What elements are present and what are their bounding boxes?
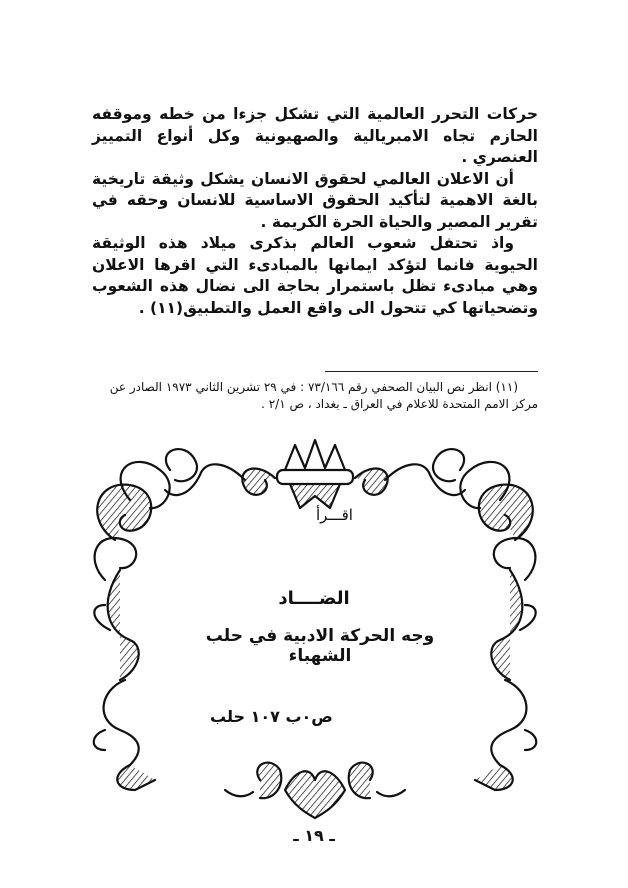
bottom-leaf-ornament bbox=[225, 763, 405, 818]
body-text bbox=[92, 104, 538, 319]
paragraph-3: واذ تحتفل شعوب العالم بذكرى ميلاد هذه الوثيقة الحيوية فانما لتؤكد ايمانها بالمبادىء التي اقرها الاعلان وهي مبادىء تظل باستمرار بحاجة الى نضال هذه الشعوب وتضحياتها كي تتحول الى واقع العمل والتطبيق(١١) . bbox=[92, 234, 538, 317]
ad-po-box-address: ص٠ب ١٠٧ حلب bbox=[210, 707, 333, 726]
ad-magazine-title: الضــــاد bbox=[278, 588, 350, 609]
page-number: ـ ١٩ ـ bbox=[293, 826, 335, 845]
footnote-divider bbox=[325, 371, 538, 372]
crown-ornament bbox=[277, 440, 353, 508]
footnote-line-1: (١١) انظر نص البيان الصحفي رقم ٧٣/١٦٦ : في ٢٩ تشرين الثاني ١٩٧٣ الصادر عن bbox=[109, 380, 518, 394]
ad-tagline: وجه الحركة الادبية في حلب الشهباء bbox=[205, 626, 435, 666]
footnote-line-2: مركز الامم المتحدة للاعلام في العراق ـ بغداد ، ص ٢/١ . bbox=[261, 397, 538, 411]
ad-read-label: اقـــرأ bbox=[316, 506, 353, 524]
paragraph-2: أن الاعلان العالمي لحقوق الانسان يشكل وثيقة تاريخية بالغة الاهمية لتأكيد الحقوق الاساسية للانسان وحقه في تقرير المصير والحياة الحرة الكريمة . bbox=[92, 169, 538, 231]
footnote bbox=[92, 379, 538, 413]
paragraph-1: حركات التحرر العالمية التي تشكل جزءا من خطه وموقفه الحازم تجاه الامبريالية والصهيونية وكل أنواع التمييز العنصري . bbox=[92, 105, 538, 166]
